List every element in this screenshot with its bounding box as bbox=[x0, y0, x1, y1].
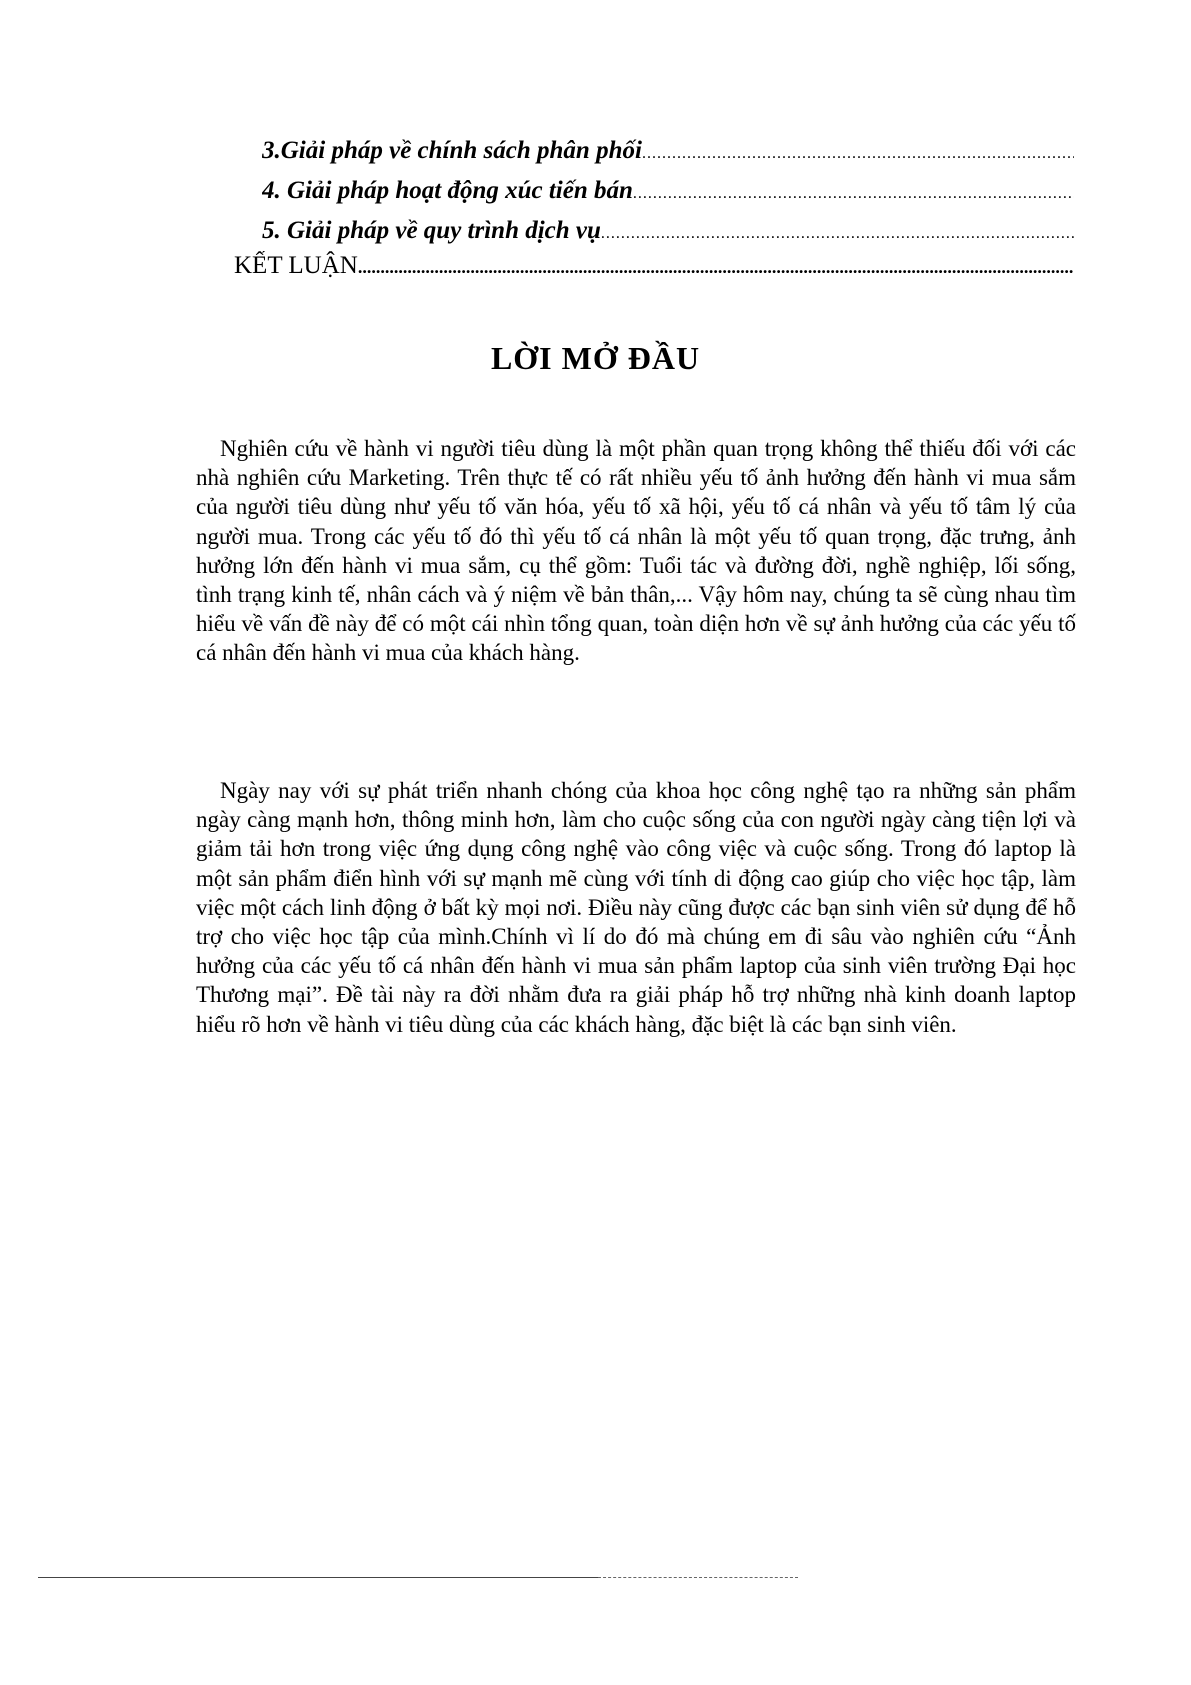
section-heading: LỜI MỞ ĐẦU bbox=[490, 340, 701, 376]
toc-dot-leader bbox=[601, 219, 1074, 249]
toc-entry-distribution-policy[interactable] bbox=[262, 136, 1074, 169]
toc-entry-label: 5. Giải pháp về quy trình dịch vụ bbox=[262, 217, 601, 244]
footnote-divider bbox=[38, 1577, 598, 1578]
footnote-divider-dashed bbox=[598, 1577, 798, 1578]
toc-entry-service-process[interactable] bbox=[262, 216, 1074, 249]
toc-entry-sales-promotion[interactable] bbox=[262, 176, 1074, 209]
intro-paragraph-1: Nghiên cứu về hành vi người tiêu dùng là một phần quan trọng không thể thiếu đối với các nhà nghiên cứu Marketing. Trên thực tế có rất nhiều yếu tố ảnh hưởng đến hành vi mua sắm của người tiêu dùng như yếu tố văn hóa, yếu tố xã hội, yếu tố cá nhân và yếu tố tâm lý của người mua. Trong các yếu tố đó thì yếu tố cá nhân là một yếu tố quan trọng, đặc trưng, ảnh hưởng lớn đến hành vi mua sắm, cụ thể gồm: Tuổi tác và đường đời, nghề nghiệp, lối sống, tình trạng kinh tế, nhân cách và ý niệm về bản thân,... Vậy hôm nay, chúng ta sẽ cùng nhau tìm hiểu về vấn đề này để có một cái nhìn tổng quan, toàn diện hơn về sự ảnh hưởng của các yếu tố cá nhân đến hành vi mua của khách hàng. bbox=[196, 436, 1076, 666]
toc-entry-label: KẾT LUẬN bbox=[234, 252, 358, 279]
intro-paragraph-2: Ngày nay với sự phát triển nhanh chóng của khoa học công nghệ tạo ra những sản phẩm ngày càng mạnh hơn, thông minh hơn, làm cho cuộc sống của con người ngày càng tiện lợi và giảm tải hơn trong việc ứng dụng công nghệ vào công việc và cuộc sống. Trong đó laptop là một sản phẩm điển hình với sự mạnh mẽ cùng với tính di động cao giúp cho việc học tập, làm việc một cách linh động ở bất kỳ mọi nơi. Điều này cũng được các bạn sinh viên sử dụng để hỗ trợ cho việc học tập của mình.Chính vì lí do đó mà chúng em đi sâu vào nghiên cứu “Ảnh hưởng của các yếu tố cá nhân đến hành vi mua sản phẩm laptop của sinh viên trường Đại học Thương mại”. Đề tài này ra đời nhằm đưa ra giải pháp hỗ trợ những nhà kinh doanh laptop hiểu rõ hơn về hành vi tiêu dùng của các khách hàng, đặc biệt là các bạn sinh viên. bbox=[196, 778, 1076, 1037]
toc-dot-leader bbox=[358, 252, 1074, 282]
toc-dot-leader bbox=[633, 179, 1074, 209]
toc-dot-leader bbox=[642, 139, 1074, 169]
toc-entry-label: 4. Giải pháp hoạt động xúc tiến bán bbox=[262, 177, 633, 204]
toc-entry-label: 3.Giải pháp về chính sách phân phối bbox=[262, 137, 642, 164]
toc-entry-conclusion[interactable] bbox=[234, 251, 1074, 282]
